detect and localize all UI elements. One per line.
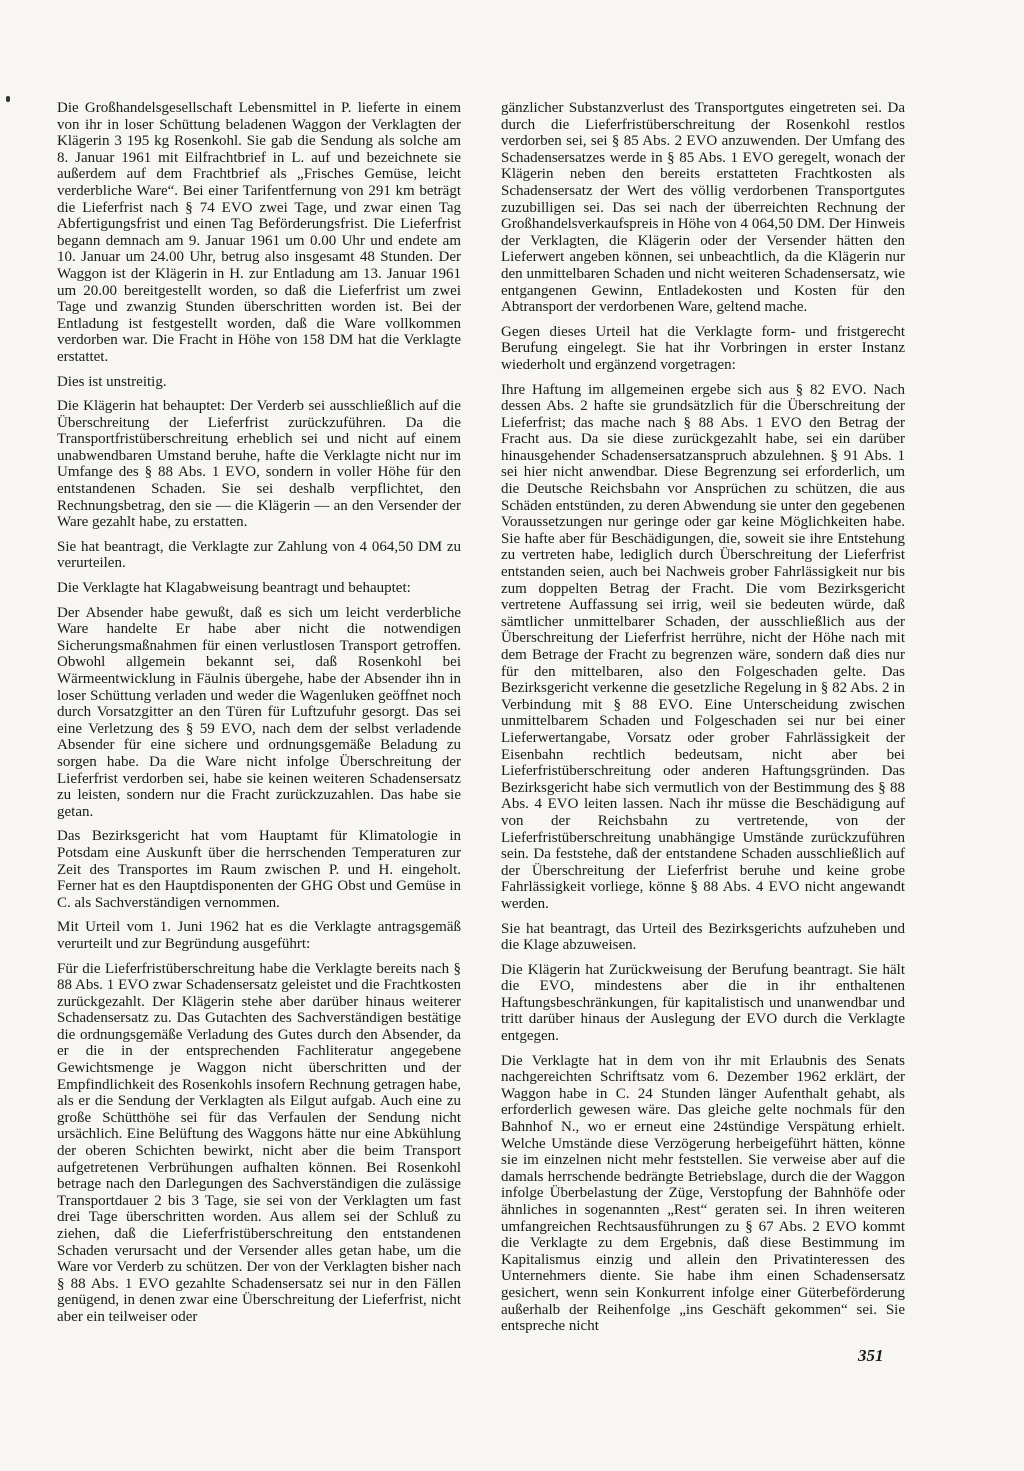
paragraph: gänzlicher Substanzverlust des Transportgutes eingetreten sei. Da durch die Lieferfristüberschreitung der Rosenkohl restlos verdorben sei, sei § 85 Abs. 2 EVO anzuwenden. Der Umfang des Schadensersatzes werde in § 85 Abs. 1 EVO geregelt, wonach der Klägerin neben den bereits erstatteten Frachtkosten als Schadensersatz der Wert des völlig verdorbenen Transportgutes zuzubilligen sei. Das sei nach der überreichten Rechnung der Großhandelsverkaufspreis in Höhe von 4 064,50 DM. Der Hinweis der Verklagten, die Klägerin oder der Versender hätten den Lieferwert angeben können, sei unbeachtlich, da die Klägerin nur den unmittelbaren Schaden und nicht weiteren Schadensersatz, wie entgangenen Gewinn, Entladekosten und Kosten für den Abtransport der verdorbenen Ware, geltend mache. bbox=[501, 100, 905, 316]
paragraph: Die Großhandelsgesellschaft Lebensmittel in P. lieferte in einem von ihr in loser Schüttung beladenen Waggon der Verklagten der Klägerin 3 195 kg Rosenkohl. Sie gab die Sendung als solche am 8. Januar 1961 mit Eilfrachtbrief in L. auf und bezeichnete sie außerdem auf dem Frachtbrief als „Frisches Gemüse, leicht verderbliche Ware“. Bei einer Tarifentfernung von 291 km beträgt die Lieferfrist nach § 74 EVO zwei Tage, und zwar einen Tag Abfertigungsfrist und einen Tag Beförderungsfrist. Die Lieferfrist begann demnach am 9. Januar 1961 um 0.00 Uhr und endete am 10. Januar um 24.00 Uhr, betrug also insgesamt 48 Stunden. Der Waggon ist der Klägerin in H. zur Entladung am 13. Januar 1961 um 20.00 bereitgestellt worden, so daß die Lieferfrist um zwei Tage und zwanzig Stunden überschritten worden ist. Bei der Entladung ist festgestellt worden, daß die Ware vollkommen verdorben war. Die Fracht in Höhe von 158 DM hat die Verklagte erstattet. bbox=[57, 100, 461, 365]
paragraph: Für die Lieferfristüberschreitung habe die Verklagte bereits nach § 88 Abs. 1 EVO zwar Schadensersatz geleistet und die Frachtkosten zurückgezahlt. Der Klägerin stehe aber darüber hinaus weiterer Schadensersatz zu. Das Gutachten des Sachverständigen bestätige die ordnungsgemäße Verladung des Gutes durch den Absender, da er die in der entsprechenden Fachliteratur angegebene Gewichtsmenge je Waggon nicht überschritten und der Empfindlichkeit des Rosenkohls insofern Rechnung getragen habe, als er die Sendung der Verklagten als Eilgut aufgab. Auch eine zu große Schütthöhe sei für das Verfaulen der Sendung nicht ursächlich. Eine Belüftung des Waggons hätte nur eine Abkühlung der oberen Schichten bewirkt, nicht aber die beim Transport aufgetretenen Verbrühungen aufhalten können. Bei Rosenkohl betrage nach den Darlegungen des Sachverständigen die zulässige Transportdauer 2 bis 3 Tage, sie sei von der Verklagten um fast drei Tage überschritten worden. Aus allem sei der Schluß zu ziehen, daß die Lieferfristüberschreitung den entstandenen Schaden verursacht und der Versender alles getan habe, um die Ware vor Verderb zu schützen. Der von der Verklagten bisher nach § 88 Abs. 1 EVO gezahlte Schadensersatz sei nur in den Fällen genügend, in denen zwar eine Überschreitung der Lieferfrist, nicht aber ein teilweiser oder bbox=[57, 960, 461, 1325]
paragraph: Die Klägerin hat behauptet: Der Verderb sei ausschließlich auf die Überschreitung der Lieferfrist zurückzuführen. Da die Transportfristüberschreitung erheblich sei und nicht auf einem unabwendbaren Umstand beruhe, hafte die Verklagte nicht nur im Umfange des § 88 Abs. 1 EVO, sondern in voller Höhe für den entstandenen Schaden. Sie sei deshalb verpflichtet, den Rechnungsbetrag, den sie — die Klägerin — an den Versender der Ware gezahlt habe, zu erstatten. bbox=[57, 398, 461, 531]
margin-mark bbox=[6, 96, 10, 102]
paragraph: Gegen dieses Urteil hat die Verklagte form- und fristgerecht Berufung eingelegt. Sie hat ihr Vorbringen in erster Instanz wiederholt und ergänzend vorgetragen: bbox=[501, 323, 905, 373]
paragraph: Die Verklagte hat in dem von ihr mit Erlaubnis des Senats nachgereichten Schriftsatz vom 6. Dezember 1962 erklärt, der Waggon habe in C. 24 Stunden länger Aufenthalt gehabt, als erforderlich gewesen wäre. Das gleiche gelte nochmals für den Bahnhof N., wo er erneut eine 24stündige Verspätung erhielt. Welche Umstände diese Verzögerung herbeigeführt hätten, könne sie im einzelnen nicht mehr feststellen. Sie verweise aber auf die damals herrschende bedrängte Betriebslage, durch die der Waggon infolge Überbelastung der Züge, Verstopfung der Bahnhöfe oder ähnliches in sogenannten „Rest“ geraten sei. In ihren weiteren umfangreichen Rechtsausführungen zu § 67 Abs. 2 EVO kommt die Verklagte zu dem Ergebnis, daß diese Bestimmung im Kapitalismus einzig und allein den Privatinteressen des Unternehmers diente. Sie habe ihm einen Schadensersatz gesichert, wenn sein Konkurrent infolge einer Güterbeförderung außerhalb der Reihenfolge „ins Geschäft gekommen“ sei. Sie entspreche nicht bbox=[501, 1052, 905, 1335]
paragraph: Mit Urteil vom 1. Juni 1962 hat es die Verklagte antragsgemäß verurteilt und zur Begründung ausgeführt: bbox=[57, 919, 461, 952]
paragraph: Ihre Haftung im allgemeinen ergebe sich aus § 82 EVO. Nach dessen Abs. 2 hafte sie grundsätzlich für die Überschreitung der Lieferfrist; das mache nach § 88 Abs. 1 EVO den Betrag der Fracht aus. Da sie diese zurückgezahlt habe, sei ein darüber hinausgehender Schadensersatzanspruch abzulehnen. § 91 Abs. 1 sei hier nicht anwendbar. Diese Begrenzung sei erforderlich, um die Deutsche Reichsbahn vor Ansprüchen zu schützen, die aus Schäden entstünden, zu deren Abwendung sie unter den gegebenen Voraussetzungen nur geringe oder gar keine Möglichkeiten habe. Sie hafte aber für Beschädigungen, die, soweit sie ihre Entstehung zu vertreten habe, lediglich durch Überschreitung der Lieferfrist entstanden seien, auch bei Nachweis grober Fahrlässigkeit nur bis zum doppelten Betrag der Fracht. Die vom Bezirksgericht vertretene Auffassung sei irrig, weil sie bedeuten würde, daß sämtlicher unmittelbarer Schaden, der ausschließlich aus der Überschreitung der Lieferfrist herrühre, nicht der Höhe nach mit dem Betrage der Fracht zu begrenzen wäre, sondern daß dies nur für den mittelbaren, also den Folgeschaden gelte. Das Bezirksgericht verkenne die gesetzliche Regelung in § 82 Abs. 2 in Verbindung mit § 88 EVO. Eine Unterscheidung zwischen unmittelbarem Schaden und Folgeschaden sei nur bei einer Lieferwertangabe, Vorsatz oder grober Fahrlässigkeit der Eisenbahn rechtlich bedeutsam, nicht aber bei Lieferfristüberschreitung oder anderen Haftungsgründen. Das Bezirksgericht habe sich vermutlich von der Bestimmung des § 88 Abs. 4 EVO leiten lassen. Nach ihr müsse die Beschädigung auf von der Reichsbahn zu vertretende, von der Lieferfristüberschreitung unabhängige Umstände zurückzuführen sein. Da feststehe, daß der entstandene Schaden ausschließlich auf der Überschreitung der Lieferfrist beruhe und keine grobe Fahrlässigkeit vorliege, könne § 88 Abs. 4 EVO nicht angewandt werden. bbox=[501, 381, 905, 912]
paragraph: Die Verklagte hat Klagabweisung beantragt und behauptet: bbox=[57, 580, 411, 597]
paragraph: Die Klägerin hat Zurückweisung der Berufung beantragt. Sie hält die EVO, mindestens aber die in ihr enthaltenen Haftungsbeschränkungen, für kapitalistisch und unanwendbar und tritt darüber hinaus der Auslegung der EVO durch die Verklagte entgegen. bbox=[501, 961, 905, 1045]
paragraph: Sie hat beantragt, die Verklagte zur Zahlung von 4 064,50 DM zu verurteilen. bbox=[57, 538, 461, 572]
paragraph: Sie hat beantragt, das Urteil des Bezirksgerichts aufzuheben und die Klage abzuweisen. bbox=[501, 920, 905, 954]
paragraph: Das Bezirksgericht hat vom Hauptamt für Klimatologie in Potsdam eine Auskunft über die herrschenden Temperaturen zur Zeit des Transportes im Raum zwischen P. und H. eingeholt. Ferner hat es den Hauptdisponenten der GHG Obst und Gemüse in C. als Sachverständigen vernommen. bbox=[57, 828, 461, 911]
paragraph: Dies ist unstreitig. bbox=[57, 373, 167, 390]
left-column bbox=[57, 100, 461, 1334]
right-column bbox=[501, 100, 905, 1343]
paragraph: Der Absender habe gewußt, daß es sich um leicht verderbliche Ware handelte Er habe aber nicht die notwendigen Sicherungsmaßnahmen für einen verlustlosen Transport getroffen. Obwohl allgemein bekannt sei, daß Rosenkohl bei Wärmeentwicklung in Fäulnis übergehe, habe der Absender ihn in loser Schüttung verladen und weder die Wagenluken geöffnet noch durch Vorsatzgitter an den Türen für Luftzufuhr gesorgt. Das sei eine Verletzung des § 59 EVO, nach dem der selbst verladende Absender für eine sichere und ordnungsgemäße Beladung zu sorgen habe. Da die Ware nicht infolge Überschreitung der Lieferfrist verdorben sei, habe sie keinen weiteren Schadensersatz zu leisten, sondern nur die Fracht zurückzuzahlen. Das habe sie getan. bbox=[57, 604, 461, 820]
page-number: 351 bbox=[858, 1346, 884, 1365]
